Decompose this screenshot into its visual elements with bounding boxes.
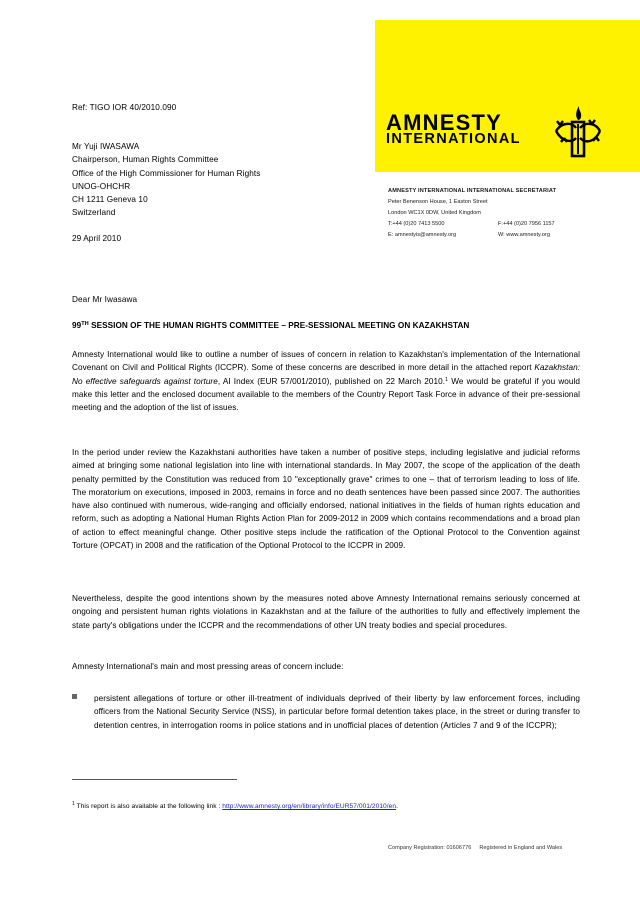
- body-paragraph-1: [72, 348, 580, 414]
- list-item-text: persistent allegations of torture or other ill-treatment of individuals deprived of their liberty by law enforcement forces, including officers from the National Security Service (NSS), in particular before formal detention takes place, in the street or during transfer to detention centres, in interrogation rooms in police stations and in unofficial places of detention (Articles 7 and 9 of the ICCPR);: [94, 694, 580, 730]
- recipient-line: Switzerland: [72, 208, 116, 218]
- subject-ordinal-suffix: TH: [81, 321, 89, 327]
- letterhead-fax: F:+44 (0)20 7956 1157: [498, 220, 555, 227]
- footnote-reference-marker: 1: [445, 376, 449, 383]
- footnote-separator: [72, 779, 237, 780]
- letter-date: 29 April 2010: [72, 234, 122, 243]
- paragraph1-part-a: Amnesty International would like to outline a number of issues of concern in relation to Kazakhstan's implementation of the International Covenant on Civil and Political Rights (ICCPR). Some of these concerns are described in more detail in the attached report: [72, 350, 580, 373]
- letterhead-web-row: [388, 230, 638, 241]
- body-paragraph-4: Amnesty International's main and most pressing areas of concern include:: [72, 662, 344, 671]
- subject-rest: SESSION OF THE HUMAN RIGHTS COMMITTEE – PRE-SESSIONAL MEETING ON KAZAKHSTAN: [88, 321, 470, 330]
- company-registration: Company Registration: 01606776: [388, 845, 472, 851]
- letterhead-telephone: T:+44 (0)20 7413 5500: [388, 220, 445, 227]
- brand-name-line2: INTERNATIONAL: [386, 131, 521, 148]
- recipient-line: Chairperson, Human Rights Committee: [72, 155, 219, 165]
- letterhead-address-line2: London WC1X 0DW, United Kingdom: [388, 209, 481, 216]
- footnote-link[interactable]: http://www.amnesty.org/en/library/info/EUR57/001/2010/en: [222, 803, 397, 810]
- recipient-line: CH 1211 Geneva 10: [72, 195, 148, 205]
- footnote-text-before: This report is also available at the following link :: [74, 803, 223, 810]
- recipient-line: UNOG-OHCHR: [72, 181, 131, 191]
- page-footer: [388, 843, 598, 853]
- registered-in: Registered in England and Wales: [479, 845, 563, 851]
- letterhead-website: W: www.amnesty.org: [498, 231, 551, 238]
- paragraph1-part-c: We would be grateful if you would make this letter and the enclosed document available to the members of the Country Report Task Force in advance of their pre-sessional meeting and the adoption of the list of issues.: [72, 376, 580, 413]
- paragraph1-part-b: , AI Index (EUR 57/001/2010), published on 22 March 2010.: [217, 376, 446, 386]
- body-paragraph-2: In the period under review the Kazakhstani authorities have taken a number of positive steps, including legislative and judicial reforms aimed at bringing some national legislation into line with international standards. In May 2007, the scope of the application of the death penalty permitted by the Constitution was reduced from 10 "exceptionally grave" crimes to one – that of terrorism leading to loss of life. The moratorium on executions, imposed in 2003, remains in force and no death sentences have been passed since 2007. The authorities have also continued with numerous, wide-ranging and officially endorsed, national initiatives in the fields of human rights education and reform, such as adopting a National Human Rights Action Plan for 2009-2012 in 2009 which contains recommendations and a broad plan of action to effect meaningful change. Other positive steps include the ratification of the Optional Protocol to the Convention against Torture (OPCAT) in 2008 and the ratification of the Optional Protocol to the ICCPR in 2009.: [72, 448, 580, 550]
- amnesty-wordmark: [386, 112, 521, 147]
- candle-barbed-wire-icon: [550, 100, 606, 162]
- body-paragraph-3: Nevertheless, despite the good intentions shown by the measures noted above Amnesty International remains seriously concerned at ongoing and persistent human rights violations in Kazakhstan and at the failure of the authorities to fully and effectively implement the state party's obligations under the ICCPR and the recommendations of other UN treaty bodies and special procedures.: [72, 594, 580, 630]
- recipient-address: [72, 140, 260, 220]
- square-bullet-icon: [72, 692, 94, 732]
- letterhead-phone-row: [388, 219, 638, 230]
- footnote-marker: 1: [72, 801, 75, 807]
- recipient-line: Mr Yuji IWASAWA: [72, 142, 140, 151]
- concerns-list: [72, 692, 580, 732]
- footnote-text: [72, 800, 580, 813]
- letterhead-address: [388, 186, 638, 241]
- letter-subject-heading: [72, 321, 582, 330]
- subject-session-number: 99: [72, 321, 82, 330]
- letterhead-org-name: AMNESTY INTERNATIONAL INTERNATIONAL SECRETARIAT: [388, 188, 557, 194]
- report-title-italic: Kazakhstan: No effective safeguards against torture: [72, 363, 580, 386]
- letter-reference: Ref: TIGO IOR 40/2010.090: [72, 103, 177, 112]
- list-item: [72, 692, 580, 732]
- letterhead-email: E: amnestyis@amnesty.org: [388, 231, 457, 238]
- letterhead-address-line1: Peter Benenson House, 1 Easton Street: [388, 198, 488, 205]
- letter-salutation: Dear Mr Iwasawa: [72, 295, 138, 304]
- recipient-line: Office of the High Commissioner for Human Rights: [72, 168, 261, 178]
- footnote-text-after: .: [396, 803, 398, 810]
- brand-name-line1: AMNESTY: [386, 110, 502, 135]
